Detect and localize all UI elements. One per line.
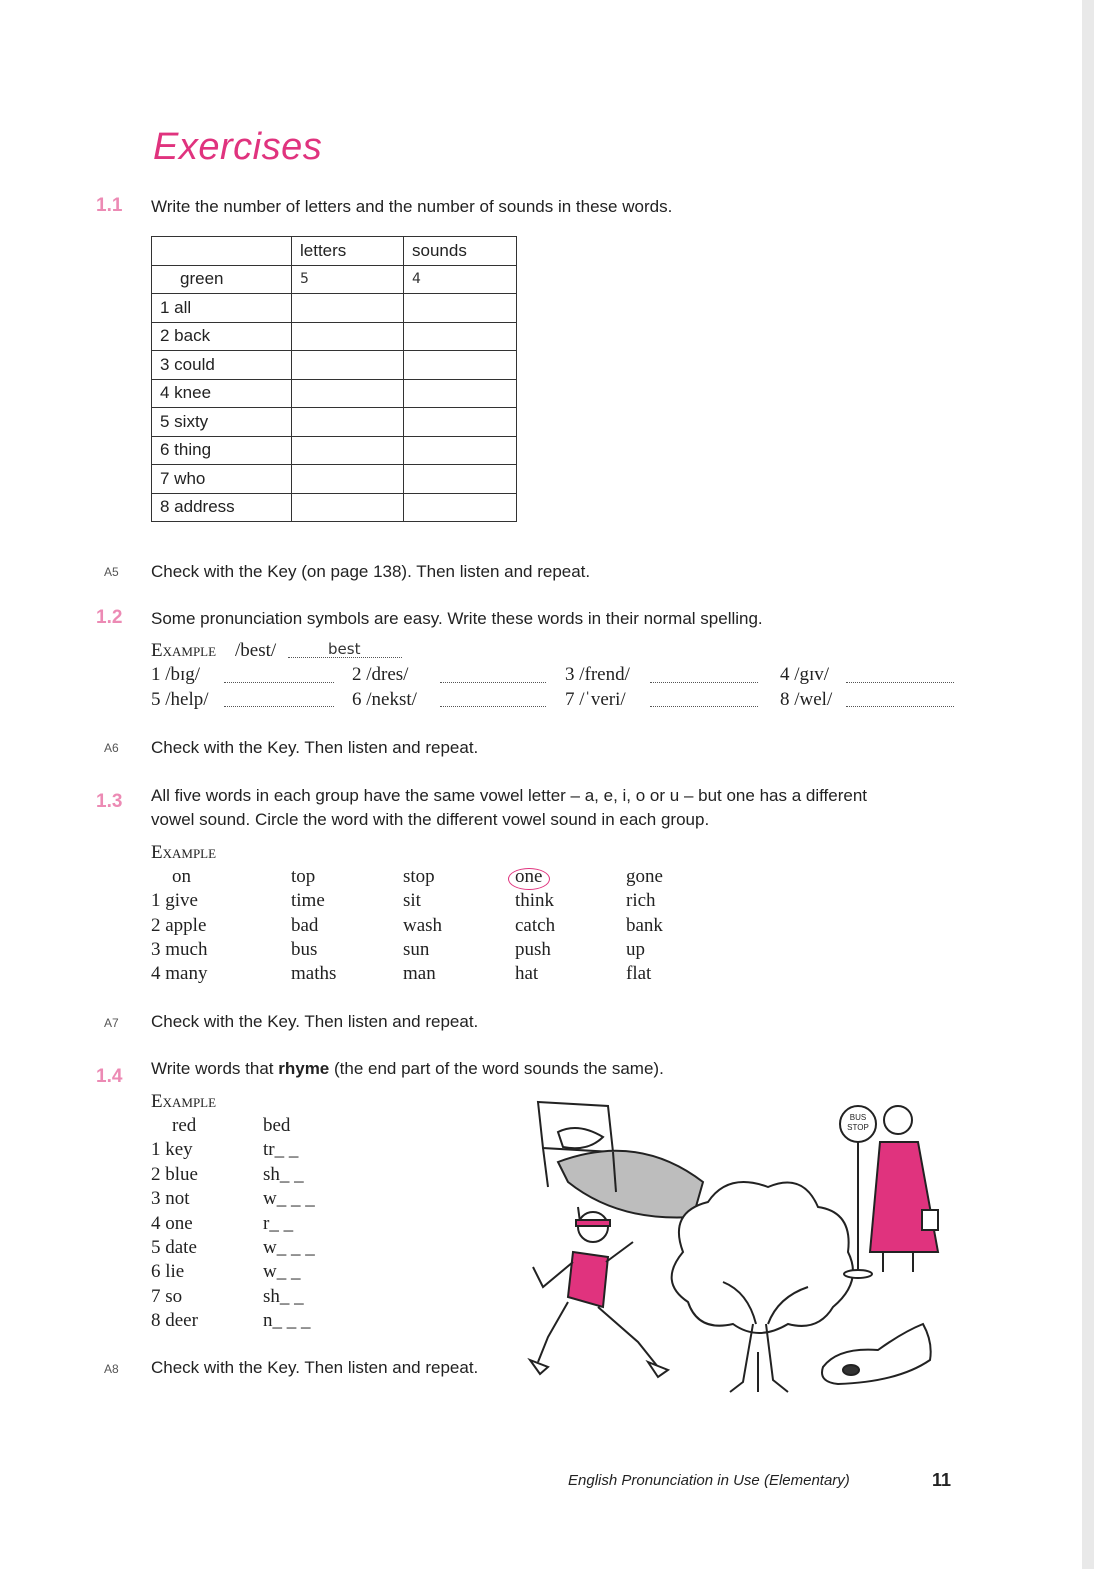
page-edge-shadow bbox=[1082, 0, 1094, 1569]
table-cell-letters[interactable] bbox=[292, 379, 404, 408]
answer-line[interactable] bbox=[224, 682, 334, 683]
rhyme-prompt-word: 4 one bbox=[151, 1212, 193, 1234]
rhyme-answer-blank[interactable]: w_ _ _ bbox=[263, 1188, 315, 1210]
table-row bbox=[152, 379, 517, 408]
rhyme-answer-blank[interactable]: r_ _ bbox=[263, 1212, 294, 1234]
group-word[interactable]: up bbox=[626, 938, 645, 960]
group-word[interactable]: push bbox=[515, 938, 551, 960]
exercise-1-1-instruction: Write the number of letters and the number of sounds in these words. bbox=[151, 197, 673, 216]
table-header-cell: letters bbox=[292, 237, 404, 266]
group-word[interactable]: rich bbox=[626, 890, 656, 912]
group-word: gone bbox=[626, 866, 663, 887]
item-8: 8 /wel/ bbox=[780, 689, 833, 710]
answer-line[interactable] bbox=[440, 682, 546, 683]
exercise-number-1-4: 1.4 bbox=[96, 1066, 123, 1087]
item-1: 1 /bɪg/ bbox=[151, 664, 201, 685]
item-2: 2 /dres/ bbox=[352, 664, 409, 685]
tree-illustration bbox=[672, 1182, 853, 1392]
audio-code-a7: A7 bbox=[104, 1016, 119, 1030]
table-cell-sounds[interactable] bbox=[404, 351, 517, 380]
table-cell-word: 2 back bbox=[152, 322, 292, 351]
exercise-number-1-3: 1.3 bbox=[96, 791, 123, 812]
example-label: Example bbox=[151, 640, 217, 661]
group-word[interactable]: bank bbox=[626, 914, 663, 936]
exercise-1-4-check: Check with the Key. Then listen and repeat. bbox=[151, 1358, 479, 1377]
table-cell-letters[interactable] bbox=[292, 294, 404, 323]
rhyme-answer-blank[interactable]: w_ _ bbox=[263, 1261, 301, 1283]
group-word[interactable]: hat bbox=[515, 963, 539, 985]
table-cell-sounds[interactable] bbox=[404, 493, 517, 522]
item-3: 3 /frend/ bbox=[565, 664, 630, 685]
group-first-word[interactable]: 2 apple bbox=[151, 914, 207, 936]
table-cell-letters[interactable] bbox=[292, 436, 404, 465]
group-first-word[interactable]: 1 give bbox=[151, 890, 198, 912]
group-word[interactable]: flat bbox=[626, 963, 652, 985]
book-title-footer: English Pronunciation in Use (Elementary) bbox=[568, 1472, 850, 1489]
table-row bbox=[152, 493, 517, 522]
table-header-row bbox=[152, 237, 517, 266]
table-cell-letters: 5 bbox=[292, 265, 404, 294]
answer-line[interactable] bbox=[440, 706, 546, 707]
table-cell-sounds[interactable] bbox=[404, 294, 517, 323]
rhyme-illustration bbox=[518, 1092, 948, 1402]
table-cell-word: green bbox=[152, 265, 292, 294]
rhyme-prompt-word: 6 lie bbox=[151, 1261, 185, 1283]
table-header-cell: sounds bbox=[404, 237, 517, 266]
item-7: 7 /ˈveri/ bbox=[565, 689, 626, 710]
example-word: /best/ bbox=[235, 640, 277, 661]
rhyme-answer-blank: bed bbox=[263, 1115, 291, 1136]
example-label: Example bbox=[151, 842, 217, 863]
table-row bbox=[152, 265, 517, 294]
rhyme-prompt-word: 2 blue bbox=[151, 1163, 198, 1185]
table-cell-sounds[interactable] bbox=[404, 465, 517, 494]
table-cell-letters[interactable] bbox=[292, 351, 404, 380]
answer-line[interactable] bbox=[650, 682, 758, 683]
table-cell-letters[interactable] bbox=[292, 408, 404, 437]
table-cell-word: 5 sixty bbox=[152, 408, 292, 437]
example-label: Example bbox=[151, 1091, 217, 1112]
rhyme-prompt-word: 1 key bbox=[151, 1139, 193, 1161]
group-word[interactable]: man bbox=[403, 963, 436, 985]
answer-line[interactable] bbox=[846, 682, 954, 683]
rhyme-answer-blank[interactable]: sh_ _ bbox=[263, 1285, 304, 1307]
table-cell-sounds: 4 bbox=[404, 265, 517, 294]
page-title: Exercises bbox=[153, 126, 323, 168]
table-header-cell bbox=[152, 237, 292, 266]
rhyme-prompt-word: 5 date bbox=[151, 1237, 197, 1258]
item-6: 6 /nekst/ bbox=[352, 689, 417, 710]
bus-stop-sign-line1: BUS bbox=[849, 1113, 867, 1122]
rhyme-answer-blank[interactable]: w_ _ _ bbox=[263, 1237, 315, 1258]
group-word[interactable]: bad bbox=[291, 914, 319, 936]
rhyme-prompt-word: 8 deer bbox=[151, 1310, 198, 1332]
group-word[interactable]: maths bbox=[291, 963, 337, 985]
group-first-word[interactable]: 3 much bbox=[151, 938, 208, 960]
item-4: 4 /gɪv/ bbox=[780, 664, 830, 685]
exercise-1-2-instruction: Some pronunciation symbols are easy. Write these words in their normal spelling. bbox=[151, 609, 763, 628]
group-first-word: on bbox=[172, 866, 191, 887]
exercise-1-2-check: Check with the Key. Then listen and repeat. bbox=[151, 738, 479, 757]
table-cell-letters[interactable] bbox=[292, 322, 404, 351]
group-word[interactable]: sun bbox=[403, 938, 430, 960]
answer-line[interactable] bbox=[650, 706, 758, 707]
group-word[interactable]: wash bbox=[403, 914, 443, 936]
table-cell-word: 4 knee bbox=[152, 379, 292, 408]
exercise-1-1-check: Check with the Key (on page 138). Then listen and repeat. bbox=[151, 562, 591, 581]
table-cell-sounds[interactable] bbox=[404, 379, 517, 408]
group-word: stop bbox=[403, 866, 435, 887]
rhyme-prompt-word: red bbox=[172, 1115, 197, 1136]
instruction-text: Write words that bbox=[151, 1059, 279, 1078]
rhyme-answer-blank[interactable]: tr_ _ bbox=[263, 1139, 299, 1161]
rhyme-prompt-word: 3 not bbox=[151, 1188, 190, 1210]
exercise-1-3-check: Check with the Key. Then listen and repeat. bbox=[151, 1012, 479, 1031]
table-cell-word: 7 who bbox=[152, 465, 292, 494]
answer-line[interactable] bbox=[224, 706, 334, 707]
audio-code-a8: A8 bbox=[104, 1362, 119, 1376]
table-row bbox=[152, 465, 517, 494]
audio-code-a6: A6 bbox=[104, 741, 119, 755]
exercise-number-1-1: 1.1 bbox=[96, 195, 123, 216]
rhyme-answer-blank[interactable]: sh_ _ bbox=[263, 1163, 304, 1185]
rhyme-answer-blank[interactable]: n_ _ _ bbox=[263, 1310, 311, 1332]
bus-stop-illustration bbox=[840, 1106, 938, 1278]
table-cell-word: 6 thing bbox=[152, 436, 292, 465]
group-first-word[interactable]: 4 many bbox=[151, 963, 208, 985]
letters-sounds-table bbox=[151, 236, 517, 522]
group-word[interactable]: bus bbox=[291, 938, 318, 960]
item-5: 5 /help/ bbox=[151, 689, 209, 710]
answer-line[interactable] bbox=[846, 706, 954, 707]
group-word[interactable]: time bbox=[291, 890, 325, 912]
table-cell-word: 1 all bbox=[152, 294, 292, 323]
table-cell-sounds[interactable] bbox=[404, 436, 517, 465]
bed-illustration bbox=[538, 1102, 703, 1237]
table-cell-word: 8 address bbox=[152, 493, 292, 522]
instruction-text: (the end part of the word sounds the same). bbox=[329, 1059, 664, 1078]
rhyme-prompt-word: 7 so bbox=[151, 1285, 183, 1307]
exercise-number-1-2: 1.2 bbox=[96, 607, 123, 628]
group-word: top bbox=[291, 866, 316, 887]
table-cell-sounds[interactable] bbox=[404, 322, 517, 351]
exercise-1-3-instruction-line1: All five words in each group have the same vowel letter – a, e, i, o or u – but one has a different bbox=[151, 786, 867, 805]
table-cell-word: 3 could bbox=[152, 351, 292, 380]
table-cell-letters[interactable] bbox=[292, 493, 404, 522]
bus-stop-sign-line2: STOP bbox=[847, 1123, 869, 1132]
runner-illustration bbox=[530, 1212, 668, 1377]
exercise-1-4-instruction bbox=[151, 1059, 664, 1079]
page-number: 11 bbox=[932, 1470, 952, 1490]
table-row bbox=[152, 436, 517, 465]
group-word[interactable]: think bbox=[515, 890, 555, 912]
group-word[interactable]: catch bbox=[515, 914, 556, 936]
shoe-illustration bbox=[822, 1324, 931, 1384]
group-word[interactable]: sit bbox=[403, 890, 421, 912]
table-row bbox=[152, 294, 517, 323]
audio-code-a5: A5 bbox=[104, 565, 119, 579]
answer-circle bbox=[508, 868, 550, 890]
exercise-1-3-instruction-line2: vowel sound. Circle the word with the different vowel sound in each group. bbox=[151, 810, 710, 829]
table-cell-letters[interactable] bbox=[292, 465, 404, 494]
table-cell-sounds[interactable] bbox=[404, 408, 517, 437]
table-row bbox=[152, 322, 517, 351]
example-answer: best bbox=[328, 640, 361, 658]
group-word: one bbox=[515, 866, 543, 887]
instruction-keyword: rhyme bbox=[278, 1059, 330, 1078]
table-row bbox=[152, 408, 517, 437]
table-row bbox=[152, 351, 517, 380]
